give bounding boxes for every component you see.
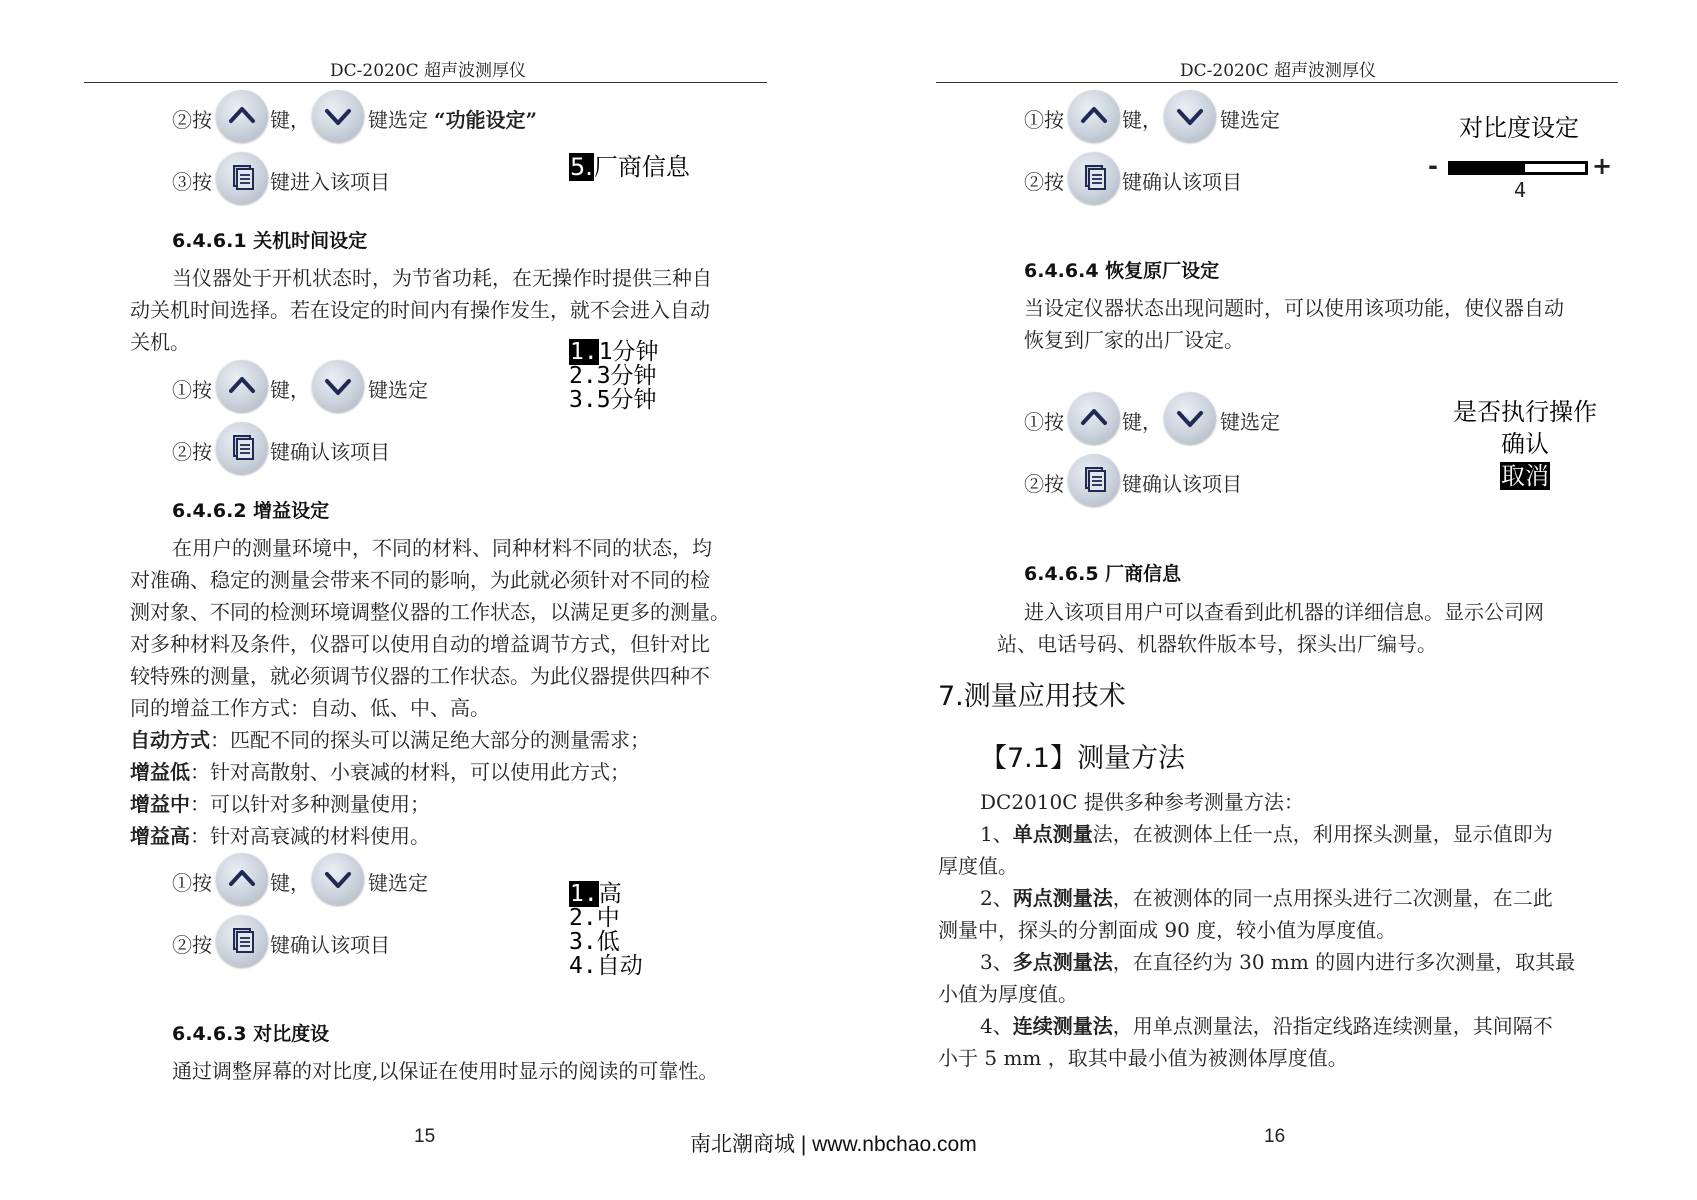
- key-row-mid: 键，: [270, 108, 310, 132]
- paragraph-line: 同的增益工作方式：自动、低、中、高。: [130, 696, 490, 720]
- gain-mode-text: ：可以针对多种测量使用；: [190, 792, 430, 816]
- gain-mode-label: 增益高: [130, 824, 190, 848]
- page-header-right: DC-2020C 超声波测厚仪: [1180, 61, 1377, 81]
- paragraph-line: 对准确、稳定的测量会带来不同的影响，为此就必须针对不同的检: [130, 568, 710, 592]
- up-arrow-button-icon: [1068, 90, 1120, 142]
- key-row-prefix: ②按: [1024, 472, 1064, 496]
- paragraph-line: 测对象、不同的检测环境调整仪器的工作状态，以满足更多的测量。: [130, 600, 730, 624]
- subsection-title: 【7.1】测量方法: [980, 743, 1185, 774]
- lcd-option: 2.中: [569, 905, 620, 931]
- gain-mode-label: 增益低: [130, 760, 190, 784]
- key-row-select: [1024, 392, 1324, 452]
- method-item: [980, 882, 1553, 914]
- down-arrow-button-icon: [312, 360, 364, 412]
- gain-mode-text: ：针对高散射、小衰减的材料，可以使用此方式；: [190, 760, 630, 784]
- contrast-level-bar: [1448, 161, 1588, 175]
- section-title-contrast: 6.4.6.3 对比度设: [172, 1023, 330, 1045]
- key-row-suffix: 键进入该项目: [270, 170, 390, 194]
- key-row-suffix: 键选定: [368, 871, 428, 895]
- lcd-option: 3.低: [569, 929, 620, 955]
- header-rule-right: [936, 82, 1618, 83]
- key-row-suffix: 键确认该项目: [270, 933, 390, 957]
- key-row-suffix: 键确认该项目: [1122, 170, 1242, 194]
- key-row-confirm: [1024, 454, 1324, 514]
- lcd-option-selected: [569, 882, 643, 906]
- key-row-suffix: 键选定: [1220, 410, 1280, 434]
- lcd-option: 2.3分钟: [569, 363, 657, 389]
- down-arrow-button-icon: [1164, 392, 1216, 444]
- method-number: 4、: [980, 1014, 1013, 1038]
- down-arrow-button-icon: [312, 853, 364, 905]
- lcd-factory-label: 厂商信息: [593, 153, 690, 181]
- up-arrow-button-icon: [216, 360, 268, 412]
- lcd-option-confirm: 确认: [1501, 430, 1549, 458]
- menu-enter-button-icon: [1068, 152, 1120, 204]
- lcd-reset-confirm: [1440, 396, 1610, 492]
- gain-mode-low: [130, 756, 630, 788]
- lcd-option: 4.自动: [569, 953, 643, 979]
- method-number: 3、: [980, 950, 1013, 974]
- paragraph-line: 通过调整屏幕的对比度,以保证在使用时显示的阅读的可靠性。: [172, 1059, 719, 1083]
- menu-enter-button-icon: [216, 422, 268, 474]
- paragraph-line: 动关机时间选择。若在设定的时间内有操作发生，就不会进入自动: [130, 298, 710, 322]
- key-row-confirm: [172, 915, 472, 975]
- lcd-option-cancel-label: 取消: [1501, 462, 1549, 490]
- gain-mode-mid: [130, 788, 430, 820]
- method-name: 两点测量法: [1012, 886, 1113, 910]
- key-row-prefix: ②按: [172, 933, 212, 957]
- key-row-prefix: ①按: [172, 871, 212, 895]
- lcd-option-cancel: [1440, 460, 1610, 492]
- gain-mode-label: 增益中: [130, 792, 190, 816]
- function-setting-label: “功能设定”: [434, 108, 538, 132]
- key-row-prefix: ②按: [172, 440, 212, 464]
- key-row-confirm: [172, 422, 472, 482]
- key-row-prefix: ③按: [172, 170, 212, 194]
- down-arrow-button-icon: [1164, 90, 1216, 142]
- lcd-auto-off-menu: [569, 340, 659, 412]
- contrast-lcd: [1428, 152, 1613, 202]
- method-item-cont: 小于 5 mm ，取其中最小值为被测体厚度值。: [938, 1046, 1348, 1070]
- key-row-prefix: ②按: [1024, 170, 1064, 194]
- method-item: [980, 946, 1575, 978]
- key-row-prefix: ①按: [172, 378, 212, 402]
- key-row-suffix: 键选定: [368, 378, 428, 402]
- key-row-select: [1024, 90, 1324, 150]
- gain-mode-text: ：针对高衰减的材料使用。: [190, 824, 430, 848]
- method-name: 多点测量法: [1012, 950, 1113, 974]
- up-arrow-button-icon: [216, 853, 268, 905]
- paragraph-line: 进入该项目用户可以查看到此机器的详细信息。显示公司网: [1024, 600, 1544, 624]
- key-row-select: [172, 853, 472, 913]
- key-row-suffix: 键选定: [368, 108, 428, 132]
- gain-mode-auto: [130, 724, 650, 756]
- key-row-prefix: ①按: [1024, 108, 1064, 132]
- page-number-right: 16: [1264, 1126, 1286, 1147]
- lcd-option-selected: [569, 340, 659, 364]
- key-row-prefix: ②按: [172, 108, 212, 132]
- section-title-auto-off: 6.4.6.1 关机时间设定: [172, 230, 368, 252]
- lcd-gain-menu: [569, 882, 643, 978]
- paragraph-line: 当设定仪器状态出现问题时，可以使用该项功能，使仪器自动: [1024, 296, 1564, 320]
- gain-mode-high: [130, 820, 430, 852]
- section-title-manufacturer: 6.4.6.5 厂商信息: [1024, 563, 1182, 585]
- section-title-gain: 6.4.6.2 增益设定: [172, 500, 330, 522]
- contrast-lcd-title: 对比度设定: [1459, 114, 1579, 142]
- method-name: 单点测量: [1012, 822, 1093, 846]
- paragraph-line: 在用户的测量环境中，不同的材料、同种材料不同的状态，均: [172, 536, 712, 560]
- method-item-cont: 小值为厚度值。: [938, 982, 1078, 1006]
- up-arrow-button-icon: [1068, 392, 1120, 444]
- lcd-option-label: 1分钟: [598, 339, 659, 365]
- method-number: 2、: [980, 886, 1013, 910]
- key-row-mid: 键，: [1122, 410, 1162, 434]
- paragraph-line: 关机。: [130, 330, 190, 354]
- header-rule-left: [84, 82, 767, 83]
- footer-watermark[interactable]: 南北潮商城 | www.nbchao.com: [690, 1133, 977, 1156]
- method-item: [980, 818, 1553, 850]
- gain-mode-label: 自动方式: [130, 728, 210, 752]
- section-title-factory-reset: 6.4.6.4 恢复原厂设定: [1024, 260, 1220, 282]
- paragraph-line: 对多种材料及条件，仪器可以使用自动的增益调节方式，但针对比: [130, 632, 710, 656]
- key-row-suffix: 键确认该项目: [270, 440, 390, 464]
- plus-label: +: [1592, 152, 1613, 180]
- lcd-selected-number: 1.: [570, 339, 598, 365]
- lcd-factory-info: [569, 147, 690, 182]
- paragraph-line: 当仪器处于开机状态时，为节省功耗，在无操作时提供三种自: [172, 266, 712, 290]
- page-number-left: 15: [414, 1126, 436, 1147]
- method-item: [980, 1010, 1553, 1042]
- contrast-level-fill: [1451, 164, 1525, 172]
- menu-enter-button-icon: [216, 915, 268, 967]
- key-row-select-function: [172, 90, 592, 150]
- method-name: 连续测量法: [1012, 1014, 1113, 1038]
- paragraph-line: 站、电话号码、机器软件版本号，探头出厂编号。: [997, 632, 1437, 656]
- paragraph-line: 较特殊的测量，就必须调节仪器的工作状态。为此仪器提供四种不: [130, 664, 710, 688]
- lcd-option: 3.5分钟: [569, 387, 657, 413]
- down-arrow-button-icon: [312, 90, 364, 142]
- lcd-prompt: 是否执行操作: [1453, 398, 1597, 426]
- key-row-mid: 键，: [270, 378, 310, 402]
- gain-mode-text: ：匹配不同的探头可以满足绝大部分的测量需求；: [210, 728, 650, 752]
- page-header-left: DC-2020C 超声波测厚仪: [330, 61, 527, 81]
- method-desc: ，在直径约为 30 mm 的圆内进行多次测量，取其最: [1112, 950, 1576, 974]
- method-item-cont: 测量中，探头的分割面成 90 度，较小值为厚度值。: [938, 918, 1397, 942]
- method-desc: ，在被测体的同一点用探头进行二次测量，在二此: [1112, 886, 1553, 910]
- lcd-option-label: 高: [598, 881, 622, 907]
- key-row-prefix: ①按: [1024, 410, 1064, 434]
- minus-label: -: [1428, 152, 1438, 180]
- chapter-title: 7.测量应用技术: [938, 681, 1126, 712]
- contrast-value: 4: [1514, 178, 1527, 202]
- key-row-mid: 键，: [1122, 108, 1162, 132]
- method-item-cont: 厚度值。: [938, 854, 1018, 878]
- key-row-select: [172, 360, 472, 420]
- menu-enter-button-icon: [216, 152, 268, 204]
- key-row-suffix: 键选定: [1220, 108, 1280, 132]
- methods-intro: DC2010C 提供多种参考测量方法：: [980, 790, 1304, 814]
- key-row-suffix: 键确认该项目: [1122, 472, 1242, 496]
- paragraph-line: 恢复到厂家的出厂设定。: [1024, 328, 1244, 352]
- method-desc: 法，在被测体上任一点，利用探头测量，显示值即为: [1092, 822, 1553, 846]
- method-number: 1、: [980, 822, 1013, 846]
- key-row-confirm: [1024, 152, 1324, 212]
- lcd-selected-number: 1.: [570, 881, 598, 907]
- up-arrow-button-icon: [216, 90, 268, 142]
- menu-enter-button-icon: [1068, 454, 1120, 506]
- method-desc: ，用单点测量法，沿指定线路连续测量，其间隔不: [1112, 1014, 1553, 1038]
- lcd-selected-number: 5.: [570, 153, 593, 181]
- key-row-enter-item: [172, 152, 472, 212]
- key-row-mid: 键，: [270, 871, 310, 895]
